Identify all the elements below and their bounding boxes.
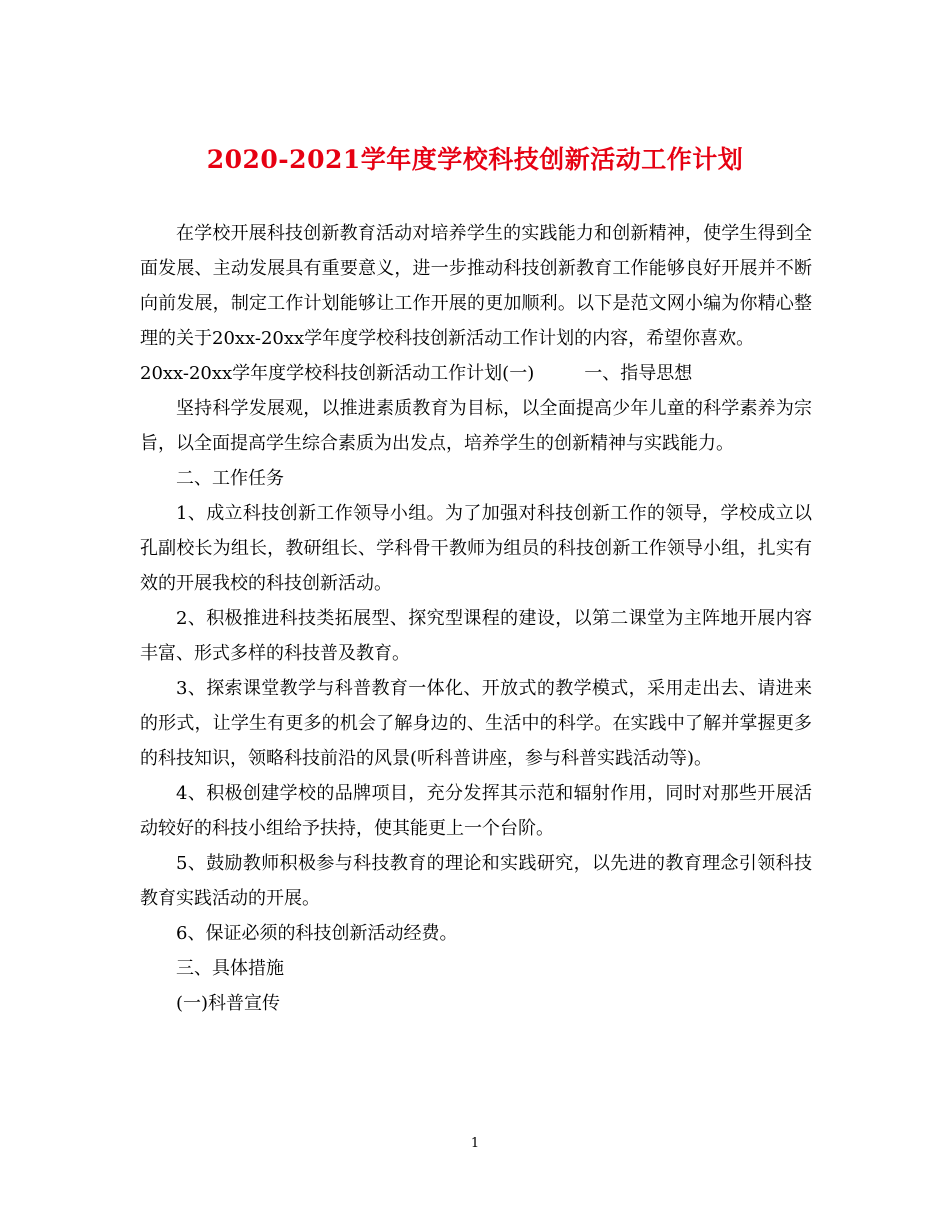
task-item-4: 4、积极创建学校的品牌项目，充分发挥其示范和辐射作用，同时对那些开展活动较好的科技小组给予扶持，使其能更上一个台阶。: [140, 783, 812, 839]
plan-heading: 20xx-20xx学年度学校科技创新活动工作计划(一): [140, 363, 535, 384]
section-3-heading: 三、具体措施: [176, 958, 284, 979]
task-item-5: 5、鼓励教师积极参与科技教育的理论和实践研究，以先进的教育理念引领科技教育实践活动的开展。: [140, 853, 812, 909]
plan-heading-line: [140, 356, 812, 391]
section-1-heading: 一、指导思想: [584, 363, 693, 384]
section-2-heading: 二、工作任务: [176, 468, 284, 489]
task-item-1: 1、成立科技创新工作领导小组。为了加强对科技创新工作的领导，学校成立以孔副校长为组长，教研组长、学科骨干教师为组员的科技创新工作领导小组，扎实有效的开展我校的科技创新活动。: [140, 503, 812, 594]
document-title: 2020-2021学年度学校科技创新活动工作计划: [206, 145, 744, 174]
section-1-paragraph: 坚持科学发展观，以推进素质教育为目标，以全面提高少年儿童的科学素养为宗旨，以全面提高学生综合素质为出发点，培养学生的创新精神与实践能力。: [140, 398, 812, 454]
task-item-2: 2、积极推进科技类拓展型、探究型课程的建设，以第二课堂为主阵地开展内容丰富、形式多样的科技普及教育。: [140, 608, 812, 664]
task-item-6: 6、保证必须的科技创新活动经费。: [176, 923, 458, 944]
task-item-3: 3、探索课堂教学与科普教育一体化、开放式的教学模式，采用走出去、请进来的形式，让学生有更多的机会了解身边的、生活中的科学。在实践中了解并掌握更多的科技知识，领略科技前沿的风景(听科普讲座，参与科普实践活动等)。: [140, 678, 812, 769]
document-body: [140, 216, 812, 1021]
page-number: 1: [470, 1136, 480, 1151]
subsection-1-heading: (一)科普宣传: [176, 993, 281, 1014]
intro-paragraph: 在学校开展科技创新教育活动对培养学生的实践能力和创新精神，使学生得到全面发展、主动发展具有重要意义，进一步推动科技创新教育工作能够良好开展并不断向前发展，制定工作计划能够让工作开展的更加顺利。以下是范文网小编为你精心整理的关于20xx-20xx学年度学校科技创新活动工作计划的内容，希望你喜欢。: [140, 223, 812, 349]
